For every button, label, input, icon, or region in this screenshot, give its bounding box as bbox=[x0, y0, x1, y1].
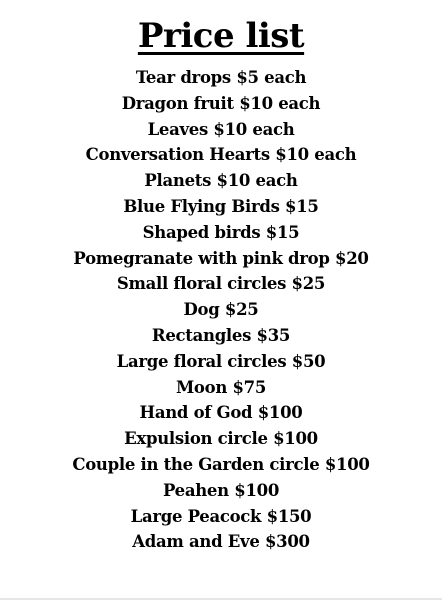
price-item: Couple in the Garden circle $100 bbox=[72, 454, 370, 474]
price-item: Dog $25 bbox=[183, 300, 259, 320]
price-item: Leaves $10 each bbox=[147, 119, 295, 139]
price-item: Tear drops $5 each bbox=[135, 68, 307, 87]
price-item: Rectangles $35 bbox=[151, 325, 291, 345]
price-item: Pomegranate with pink drop $20 bbox=[73, 248, 369, 268]
price-item: Adam and Eve $300 bbox=[132, 532, 310, 552]
price-item: Blue Flying Birds $15 bbox=[123, 196, 319, 216]
price-item: Moon $75 bbox=[175, 377, 267, 397]
price-item: Hand of God $100 bbox=[139, 403, 303, 423]
price-list bbox=[0, 65, 442, 555]
price-item: Planets $10 each bbox=[144, 171, 298, 191]
price-item: Expulsion circle $100 bbox=[124, 429, 318, 449]
page-title: Price list bbox=[137, 16, 305, 56]
price-item: Large Peacock $150 bbox=[130, 506, 312, 526]
price-item: Large floral circles $50 bbox=[116, 351, 326, 371]
price-item: Conversation Hearts $10 each bbox=[85, 145, 357, 165]
price-item: Dragon fruit $10 each bbox=[121, 93, 321, 113]
price-item: Shaped birds $15 bbox=[142, 222, 300, 242]
price-item: Small floral circles $25 bbox=[116, 274, 326, 294]
price-item: Peahen $100 bbox=[162, 480, 279, 500]
